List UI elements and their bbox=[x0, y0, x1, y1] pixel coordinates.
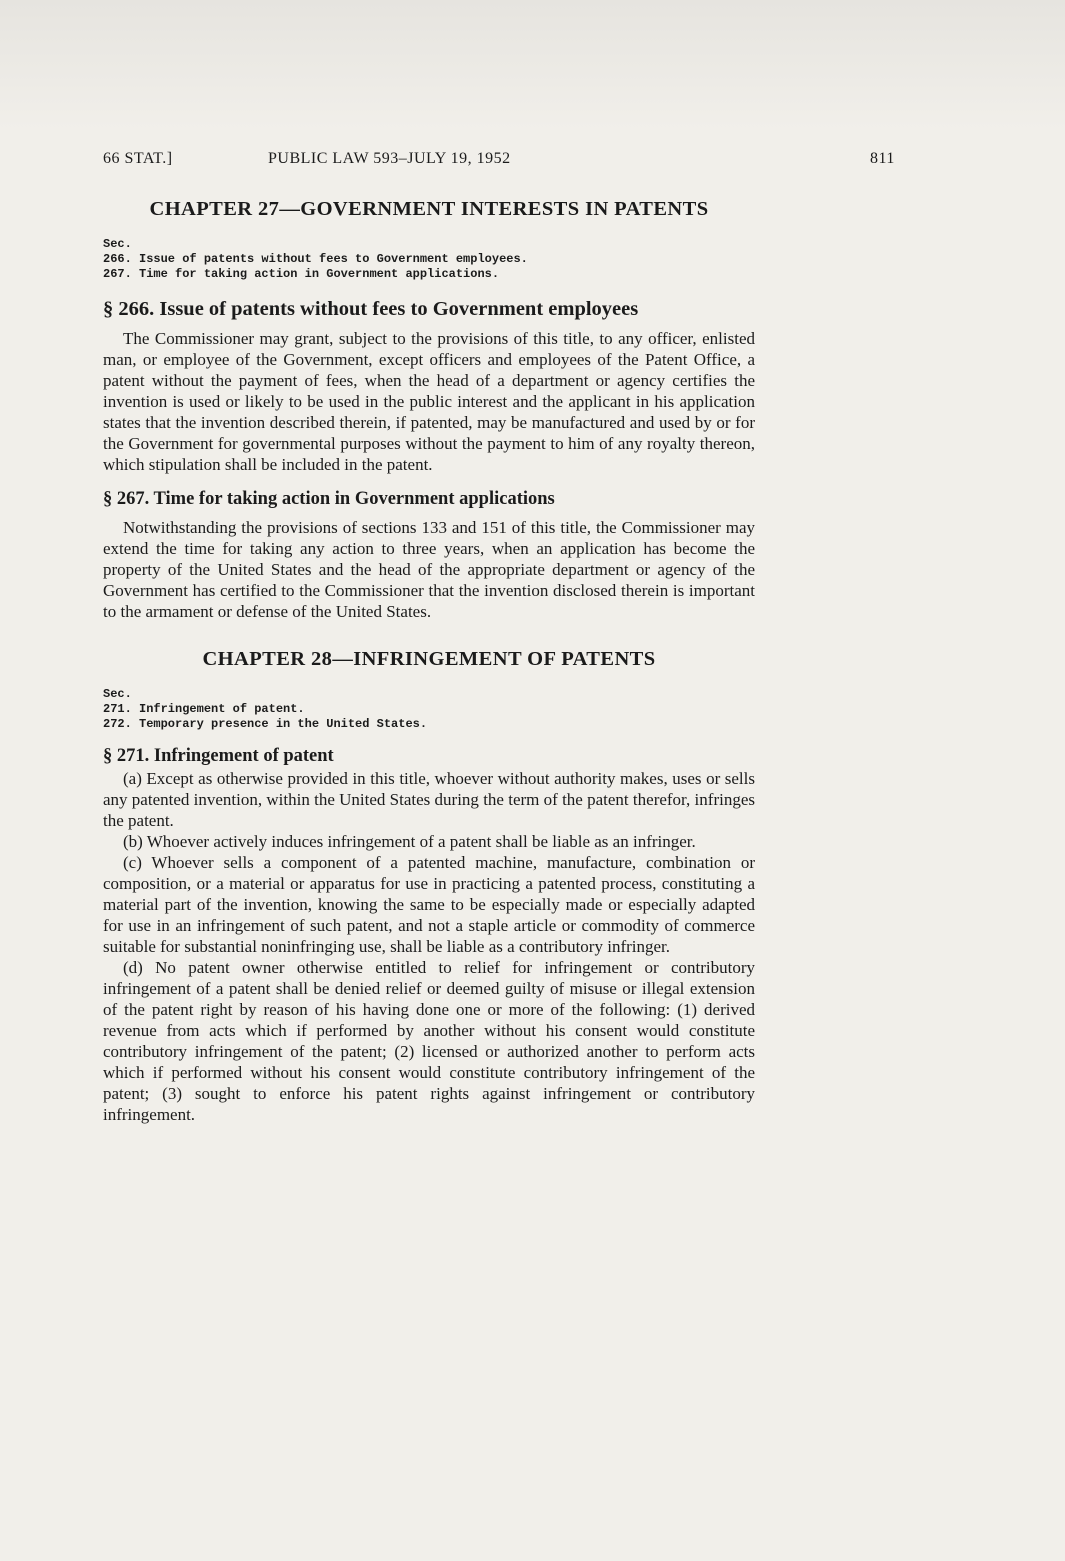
chapter-27-section-list bbox=[103, 237, 755, 282]
toc-label: Sec. bbox=[103, 237, 132, 251]
section-271-a: (a) Except as otherwise provided in this title, whoever without authority makes, uses or sells any patented invention, within the United States during the term of the patent therefor, infringes the patent. bbox=[103, 769, 755, 830]
toc-label: Sec. bbox=[103, 687, 132, 701]
section-266-text: The Commissioner may grant, subject to the provisions of this title, to any officer, enlisted man, or employee of the Government, except officers and employees of the Patent Office, a patent without the payment of fees, when the head of a department or agency certifies the invention is used or likely to be used in the public interest and the applicant in his application states that the invention described therein, if patented, may be manufactured and used by or for the Government for governmental purposes without the payment to him of any royalty thereon, which stipulation shall be included in the patent. bbox=[103, 329, 755, 474]
section-271-b: (b) Whoever actively induces infringement of a patent shall be liable as an infringer. bbox=[123, 832, 696, 851]
chapter-28-section-list bbox=[103, 687, 755, 732]
page-content bbox=[103, 150, 895, 1125]
law-title: PUBLIC LAW 593–JULY 19, 1952 bbox=[268, 150, 511, 167]
section-271-d: (d) No patent owner otherwise entitled to relief for infringement or contributory infringement of a patent shall be denied relief or deemed guilty of misuse or illegal extension of the patent right by reason of his having done one or more of the following: (1) derived revenue from acts which if performed by another without his consent would constitute contributory infringement of the patent; (2) licensed or authorized another to perform acts which if performed without his consent would constitute contributory infringement of the patent; (3) sought to enforce his patent rights against infringement or contributory infringement. bbox=[103, 958, 755, 1124]
toc-item: 271. Infringement of patent. bbox=[103, 702, 305, 716]
page-number: 811 bbox=[870, 150, 895, 167]
section-267-text: Notwithstanding the provisions of sections 133 and 151 of this title, the Commissioner may extend the time for taking any action to three years, when an application has become the property of the United States and the head of the appropriate department or agency of the Government has certified to the Commissioner that the invention disclosed therein is important to the armament or defense of the United States. bbox=[103, 518, 755, 621]
chapter-27-title: CHAPTER 27—GOVERNMENT INTERESTS IN PATENTS bbox=[149, 198, 709, 220]
toc-item: 266. Issue of patents without fees to Government employees. bbox=[103, 252, 528, 266]
statute-reference: 66 STAT.] bbox=[103, 150, 173, 167]
section-271-heading: § 271. Infringement of patent bbox=[103, 746, 334, 766]
section-266-heading: § 266. Issue of patents without fees to Government employees bbox=[103, 298, 639, 320]
section-271-c: (c) Whoever sells a component of a patented machine, manufacture, combination or composition, or a material or apparatus for use in practicing a patented process, constituting a material part of the invention, knowing the same to be especially made or especially adapted for use in an infringement of such patent, and not a staple article or commodity of commerce suitable for substantial noninfringing use, shall be liable as a contributory infringer. bbox=[103, 853, 755, 956]
toc-item: 272. Temporary presence in the United States. bbox=[103, 717, 428, 731]
section-267-heading: § 267. Time for taking action in Government applications bbox=[103, 489, 555, 509]
toc-item: 267. Time for taking action in Government applications. bbox=[103, 267, 500, 281]
chapter-28-title: CHAPTER 28—INFRINGEMENT OF PATENTS bbox=[202, 648, 656, 670]
running-head bbox=[103, 150, 895, 176]
page-top-shading bbox=[0, 0, 1065, 130]
